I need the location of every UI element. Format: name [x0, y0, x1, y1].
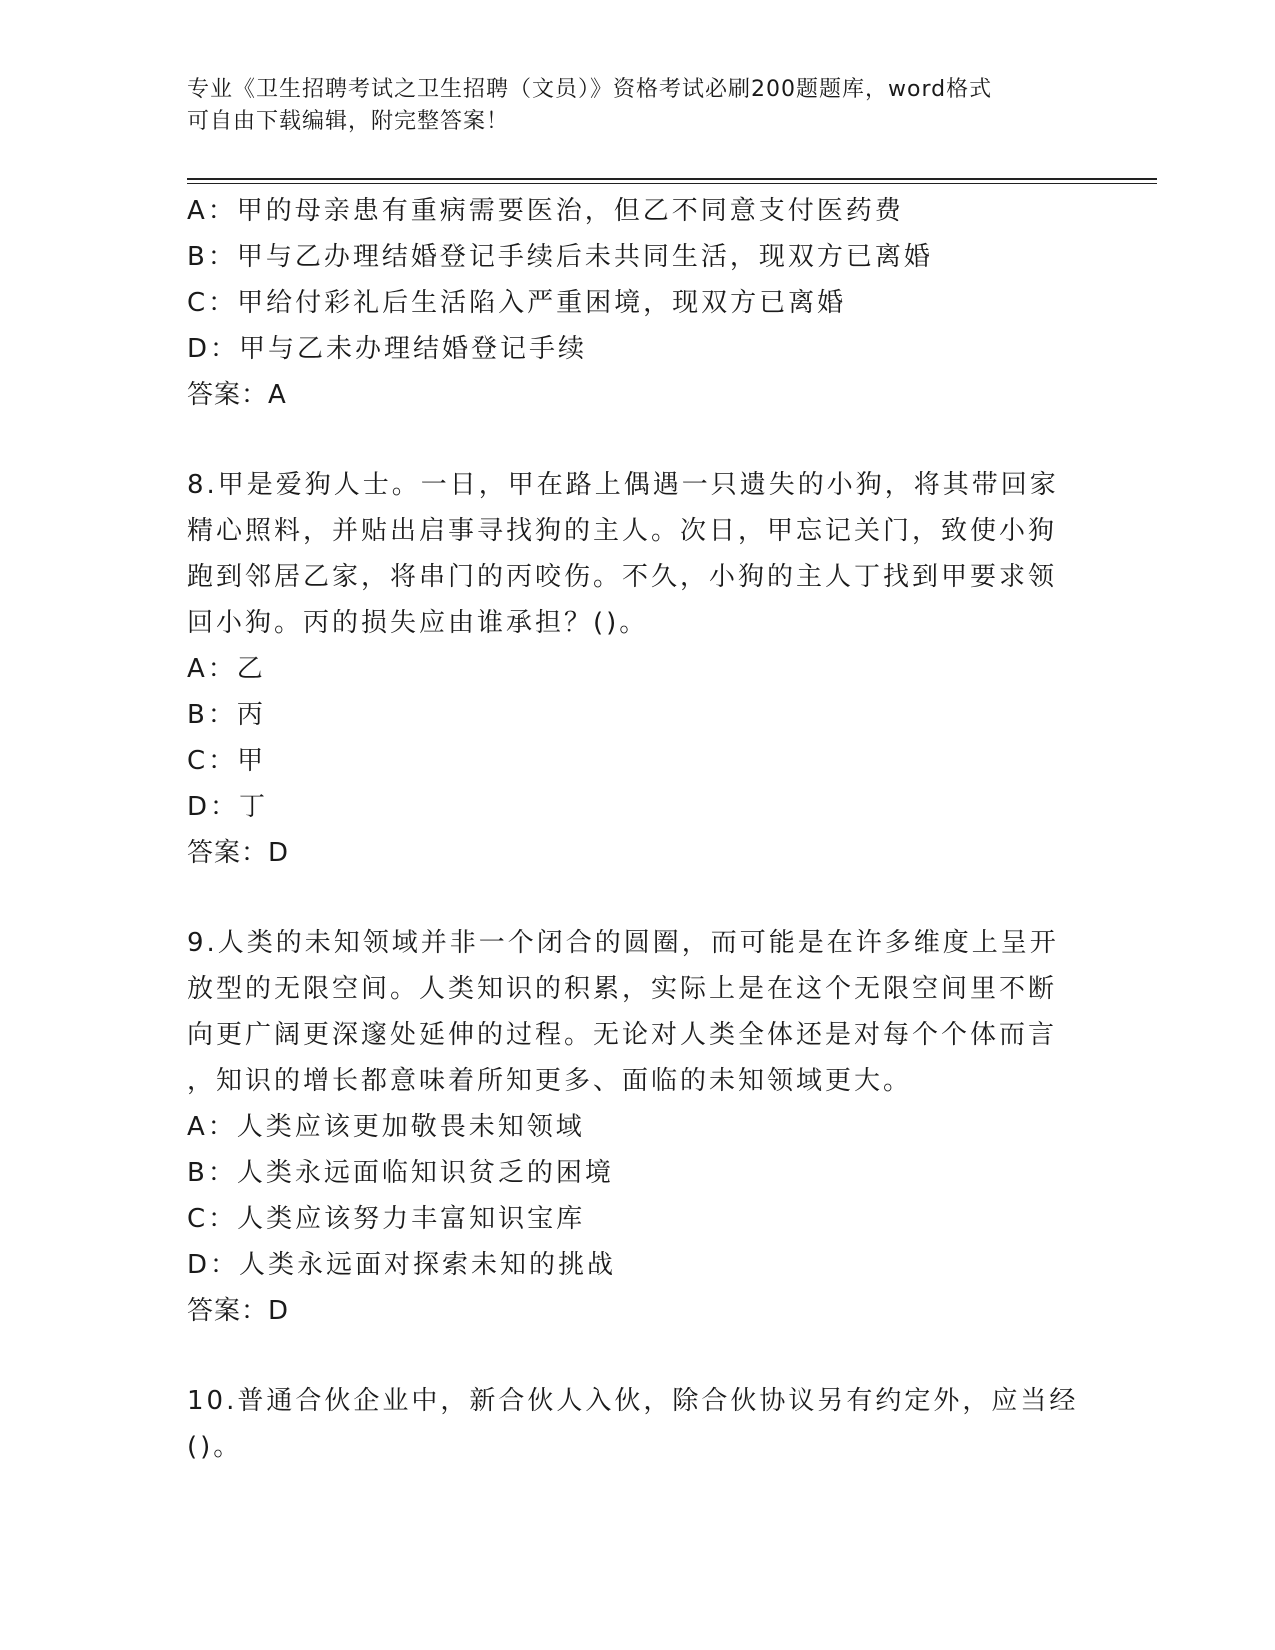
- question-stem-line: 8.甲是爱狗人士。一日，甲在路上偶遇一只遗失的小狗，将其带回家: [187, 470, 1059, 500]
- question-spacer: [187, 418, 1067, 462]
- header-divider-thin: [187, 183, 1157, 184]
- option-d: D：甲与乙未办理结婚登记手续: [187, 334, 588, 364]
- question-9: [187, 920, 1067, 1334]
- answer: 答案：D: [187, 838, 290, 868]
- question-stem-line: 10.普通合伙企业中，新合伙人入伙，除合伙协议另有约定外，应当经: [187, 1386, 1079, 1416]
- option-c: C：甲: [187, 746, 267, 776]
- option-c: C：人类应该努力丰富知识宝库: [187, 1204, 586, 1234]
- header-title-line-2: 可自由下载编辑，附完整答案！: [187, 109, 510, 134]
- option-a: A：甲的母亲患有重病需要医治，但乙不同意支付医药费: [187, 196, 904, 226]
- question-stem-line: 9.人类的未知领域并非一个闭合的圆圈，而可能是在许多维度上呈开: [187, 928, 1059, 958]
- question-spacer: [187, 876, 1067, 920]
- question-spacer: [187, 1334, 1067, 1378]
- header-title-line-1: 专业《卫生招聘考试之卫生招聘（文员）》资格考试必刷200题题库，word格式: [187, 77, 993, 102]
- option-a: A：人类应该更加敬畏未知领域: [187, 1112, 585, 1142]
- question-stem-line: 精心照料，并贴出启事寻找狗的主人。次日，甲忘记关门，致使小狗: [187, 516, 1058, 546]
- question-stem-line: ()。: [187, 1432, 243, 1462]
- option-b: B：人类永远面临知识贫乏的困境: [187, 1158, 614, 1188]
- option-a: A：乙: [187, 654, 266, 684]
- question-7: [187, 188, 1067, 418]
- question-stem-line: ，知识的增长都意味着所知更多、面临的未知领域更大。: [187, 1066, 913, 1096]
- header-divider-thick: [187, 178, 1157, 180]
- question-8: [187, 462, 1067, 876]
- question-stem-line: 向更广阔更深邃处延伸的过程。无论对人类全体还是对每个个体而言: [187, 1020, 1058, 1050]
- option-b: B：甲与乙办理结婚登记手续后未共同生活，现双方已离婚: [187, 242, 933, 272]
- answer: 答案：A: [187, 380, 287, 410]
- option-b: B：丙: [187, 700, 266, 730]
- document-header: [187, 74, 1087, 138]
- answer: 答案：D: [187, 1296, 290, 1326]
- question-stem-line: 回小狗。丙的损失应由谁承担？()。: [187, 608, 649, 638]
- option-d: D：丁: [187, 792, 269, 822]
- option-c: C：甲给付彩礼后生活陷入严重困境，现双方已离婚: [187, 288, 847, 318]
- question-list: [187, 188, 1079, 1470]
- option-d: D：人类永远面对探索未知的挑战: [187, 1250, 617, 1280]
- question-stem-line: 跑到邻居乙家，将串门的丙咬伤。不久，小狗的主人丁找到甲要求领: [187, 562, 1058, 592]
- question-stem-line: 放型的无限空间。人类知识的积累，实际上是在这个无限空间里不断: [187, 974, 1058, 1004]
- question-10: [187, 1378, 1079, 1470]
